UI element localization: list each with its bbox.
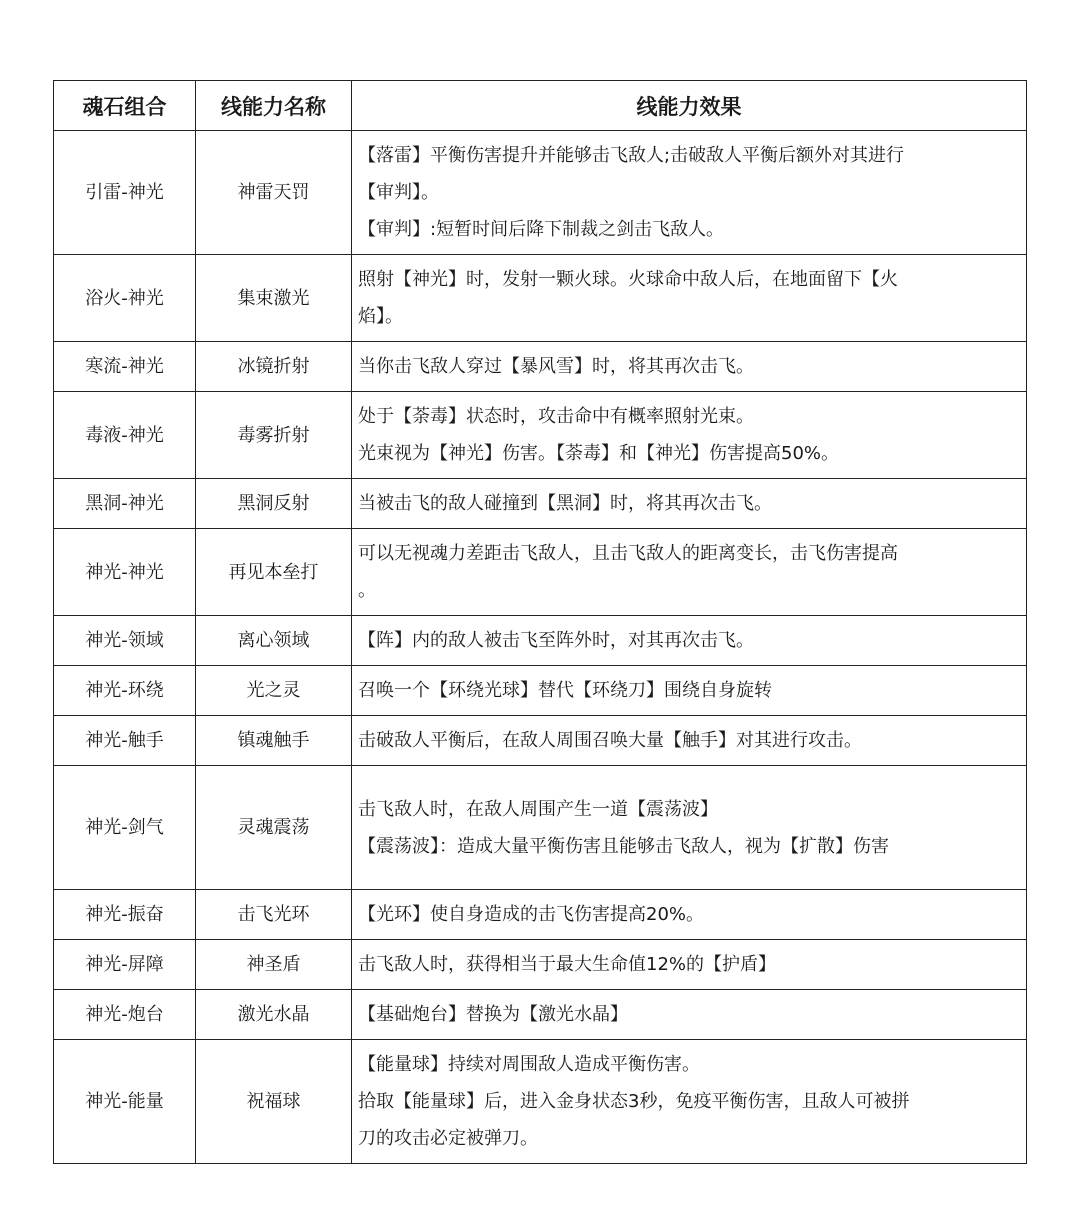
header-effect: 线能力效果	[352, 81, 1027, 131]
table-body	[54, 131, 1027, 1164]
effect-line: 【审判】:短暂时间后降下制裁之剑击飞敌人。	[358, 219, 725, 240]
combo-cell: 神光-剑气	[54, 766, 196, 890]
effect-line: 【审判】。	[358, 182, 439, 203]
effect-line: 刀的攻击必定被弹刀。	[358, 1128, 538, 1149]
effect-cell	[352, 616, 1027, 666]
effect-line: 处于【荼毒】状态时，攻击命中有概率照射光束。	[358, 406, 754, 427]
effect-cell	[352, 1040, 1027, 1164]
effect-line: 召唤一个【环绕光球】替代【环绕刀】围绕自身旋转	[358, 680, 772, 701]
table-row	[54, 342, 1027, 392]
combo-cell: 寒流-神光	[54, 342, 196, 392]
effect-line: 【能量球】持续对周围敌人造成平衡伤害。	[358, 1054, 700, 1075]
effect-line: 【光环】使自身造成的击飞伤害提高20%。	[358, 904, 705, 925]
header-combo: 魂石组合	[54, 81, 196, 131]
effect-line: 焰】。	[358, 306, 403, 327]
effect-cell	[352, 392, 1027, 479]
effect-cell	[352, 342, 1027, 392]
effect-line: 可以无视魂力差距击飞敌人，且击飞敌人的距离变长，击飞伤害提高	[358, 543, 898, 564]
effect-cell	[352, 990, 1027, 1040]
ability-name-cell: 神雷天罚	[196, 131, 352, 255]
table-row	[54, 131, 1027, 255]
effect-cell	[352, 479, 1027, 529]
effect-line: 击破敌人平衡后，在敌人周围召唤大量【触手】对其进行攻击。	[358, 730, 862, 751]
effect-line: 【基础炮台】替换为【激光水晶】	[358, 1004, 628, 1025]
combo-cell: 毒液-神光	[54, 392, 196, 479]
ability-name-cell: 毒雾折射	[196, 392, 352, 479]
effect-line: 当你击飞敌人穿过【暴风雪】时，将其再次击飞。	[358, 356, 754, 377]
effect-line: 【阵】内的敌人被击飞至阵外时，对其再次击飞。	[358, 630, 754, 651]
effect-line: 。	[358, 580, 376, 601]
combo-cell: 黑洞-神光	[54, 479, 196, 529]
combo-cell: 神光-炮台	[54, 990, 196, 1040]
effect-line: 【落雷】平衡伤害提升并能够击飞敌人;击破敌人平衡后额外对其进行	[358, 145, 905, 166]
table-row	[54, 529, 1027, 616]
table-row	[54, 990, 1027, 1040]
effect-cell	[352, 529, 1027, 616]
ability-name-cell: 集束激光	[196, 255, 352, 342]
effect-cell	[352, 131, 1027, 255]
table-row	[54, 616, 1027, 666]
ability-table	[53, 80, 1027, 1164]
effect-cell	[352, 940, 1027, 990]
table-row	[54, 1040, 1027, 1164]
combo-cell: 神光-屏障	[54, 940, 196, 990]
table-row	[54, 766, 1027, 890]
table-row	[54, 890, 1027, 940]
combo-cell: 引雷-神光	[54, 131, 196, 255]
table-row	[54, 716, 1027, 766]
ability-name-cell: 再见本垒打	[196, 529, 352, 616]
ability-name-cell: 祝福球	[196, 1040, 352, 1164]
effect-line: 拾取【能量球】后，进入金身状态3秒，免疫平衡伤害，且敌人可被拼	[358, 1091, 910, 1112]
ability-name-cell: 灵魂震荡	[196, 766, 352, 890]
ability-name-cell: 击飞光环	[196, 890, 352, 940]
effect-line: 光束视为【神光】伤害。【荼毒】和【神光】伤害提高50%。	[358, 443, 840, 464]
ability-name-cell: 冰镜折射	[196, 342, 352, 392]
effect-line: 当被击飞的敌人碰撞到【黑洞】时，将其再次击飞。	[358, 493, 772, 514]
combo-cell: 神光-神光	[54, 529, 196, 616]
effect-line: 照射【神光】时，发射一颗火球。火球命中敌人后，在地面留下【火	[358, 269, 898, 290]
combo-cell: 神光-环绕	[54, 666, 196, 716]
effect-cell	[352, 890, 1027, 940]
combo-cell: 浴火-神光	[54, 255, 196, 342]
combo-cell: 神光-领域	[54, 616, 196, 666]
effect-cell	[352, 255, 1027, 342]
table-row	[54, 392, 1027, 479]
ability-name-cell: 黑洞反射	[196, 479, 352, 529]
header-name: 线能力名称	[196, 81, 352, 131]
combo-cell: 神光-能量	[54, 1040, 196, 1164]
effect-cell	[352, 666, 1027, 716]
effect-line: 【震荡波】：造成大量平衡伤害且能够击飞敌人，视为【扩散】伤害	[358, 835, 889, 857]
table-row	[54, 666, 1027, 716]
combo-cell: 神光-振奋	[54, 890, 196, 940]
effect-cell	[352, 716, 1027, 766]
ability-name-cell: 激光水晶	[196, 990, 352, 1040]
ability-name-cell: 光之灵	[196, 666, 352, 716]
table-row	[54, 940, 1027, 990]
table-row	[54, 479, 1027, 529]
header-row	[54, 81, 1027, 131]
ability-name-cell: 神圣盾	[196, 940, 352, 990]
ability-name-cell: 镇魂触手	[196, 716, 352, 766]
effect-cell	[352, 766, 1027, 890]
ability-name-cell: 离心领域	[196, 616, 352, 666]
combo-cell: 神光-触手	[54, 716, 196, 766]
effect-line: 击飞敌人时，在敌人周围产生一道【震荡波】	[358, 798, 718, 820]
effect-line: 击飞敌人时，获得相当于最大生命值12%的【护盾】	[358, 954, 777, 975]
table-row	[54, 255, 1027, 342]
